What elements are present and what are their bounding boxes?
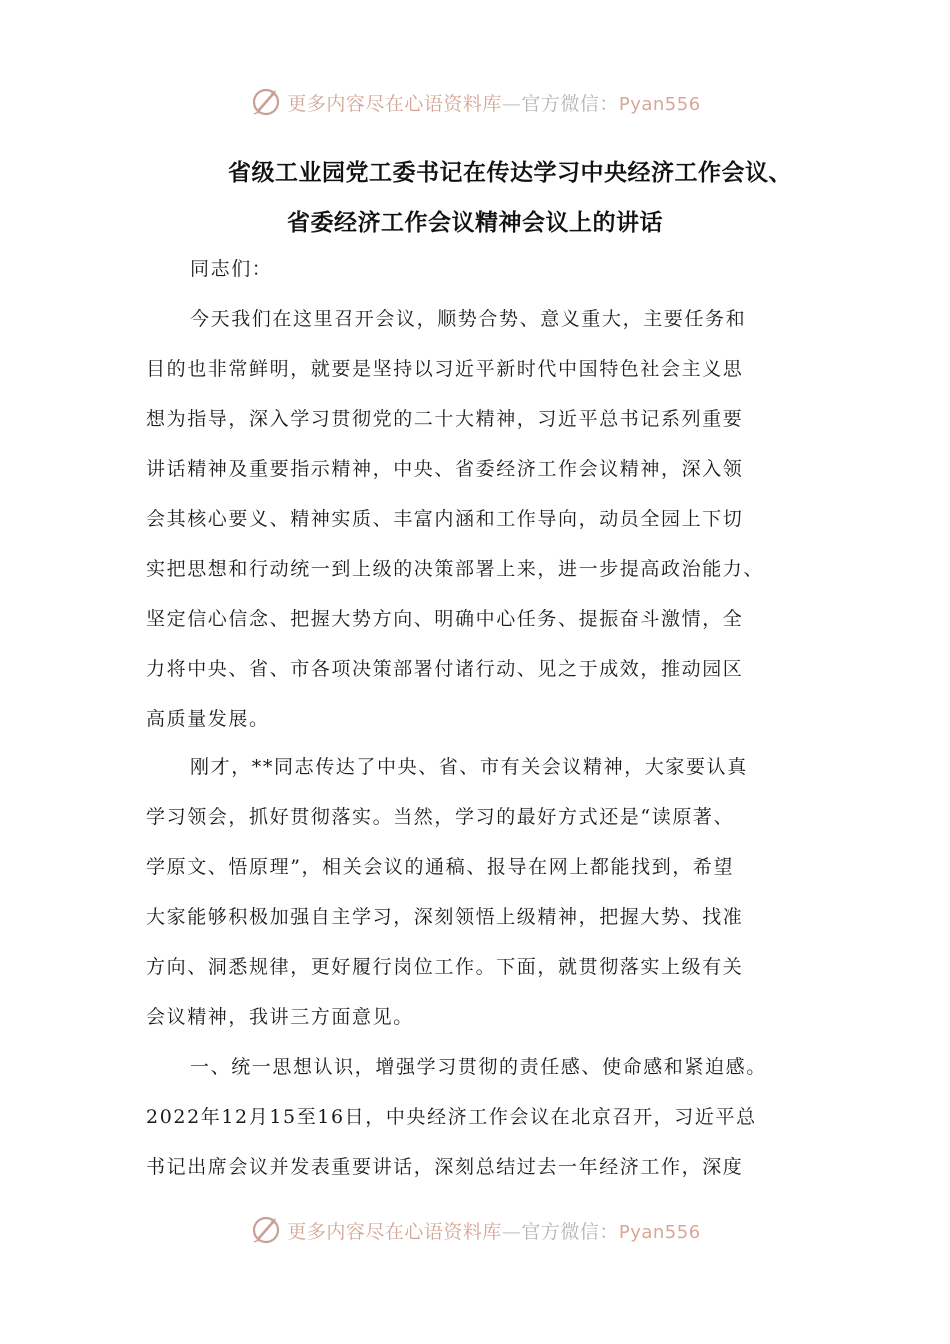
pen-logo-icon [249, 1212, 285, 1248]
watermark-dash: — [501, 1220, 522, 1243]
paragraph-line: 高质量发展。 [146, 708, 270, 730]
paragraph-line: 方向、洞悉规律，更好履行岗位工作。下面，就贯彻落实上级有关 [146, 956, 744, 978]
document-title-line-1: 省级工业园党工委书记在传达学习中央经济工作会议、 [228, 160, 792, 186]
watermark-dash: — [501, 92, 522, 115]
paragraph-line: 实把思想和行动统一到上级的决策部署上来，进一步提高政治能力、 [146, 558, 765, 580]
paragraph-2 [146, 742, 806, 1042]
watermark-sub-text: 官方微信： [521, 92, 619, 115]
watermark-text [287, 1217, 700, 1244]
document-title-line-2: 省委经济工作会议精神会议上的讲话 [287, 210, 663, 236]
watermark-text [287, 89, 700, 116]
greeting-text: 同志们： [190, 258, 273, 280]
greeting [146, 244, 806, 294]
footer-watermark [0, 1210, 950, 1250]
paragraph-line: 力将中央、省、市各项决策部署付诸行动、见之于成效，推动园区 [146, 658, 744, 680]
paragraph-line: 今天我们在这里召开会议，顺势合势、意义重大，主要任务和 [190, 308, 747, 330]
paragraph-line: 学原文、悟原理”，相关会议的通稿、报导在网上都能找到，希望 [146, 856, 735, 878]
paragraph-line: 讲话精神及重要指示精神，中央、省委经济工作会议精神，深入领 [146, 458, 744, 480]
watermark-sub-text: 官方微信： [521, 1220, 619, 1243]
header-watermark [0, 82, 950, 122]
paragraph-1 [146, 294, 806, 744]
paragraph-line: 刚才，**同志传达了中央、省、市有关会议精神，大家要认真 [190, 756, 748, 778]
paragraph-line: 会其核心要义、精神实质、丰富内涵和工作导向，动员全园上下切 [146, 508, 744, 530]
watermark-wechat-id: Pyan556 [618, 93, 701, 115]
paragraph-line: 大家能够积极加强自主学习，深刻领悟上级精神，把握大势、找准 [146, 906, 744, 928]
paragraph-line: 会议精神，我讲三方面意见。 [146, 1006, 414, 1028]
paragraph-line: 坚定信心信念、把握大势方向、明确中心任务、提振奋斗激情，全 [146, 608, 744, 630]
paragraph-line: 想为指导，深入学习贯彻党的二十大精神，习近平总书记系列重要 [146, 408, 744, 430]
section-heading-line: 一、统一思想认识，增强学习贯彻的责任感、使命感和紧迫感。 [190, 1056, 767, 1078]
watermark-main-text: 更多内容尽在心语资料库 [287, 1220, 502, 1243]
pen-logo-icon [249, 84, 285, 120]
paragraph-line: 学习领会，抓好贯彻落实。当然，学习的最好方式还是“读原著、 [146, 806, 735, 828]
paragraph-line: 书记出席会议并发表重要讲话，深刻总结过去一年经济工作，深度 [146, 1156, 744, 1178]
watermark-wechat-id: Pyan556 [618, 1221, 701, 1243]
watermark-main-text: 更多内容尽在心语资料库 [287, 92, 502, 115]
paragraph-3 [146, 1042, 806, 1192]
paragraph-line: 2022年12月15至16日，中央经济工作会议在北京召开，习近平总 [146, 1106, 757, 1128]
paragraph-line: 目的也非常鲜明，就要是坚持以习近平新时代中国特色社会主义思 [146, 358, 744, 380]
